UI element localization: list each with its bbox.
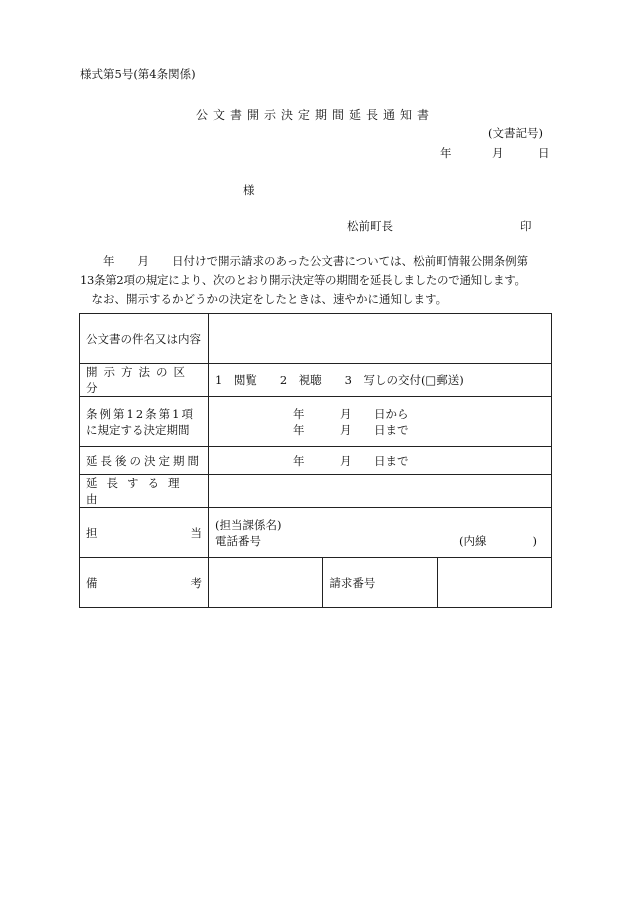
original-period-label-2: に規定する決定期間 (86, 422, 190, 437)
table-row (80, 314, 552, 364)
issue-date (440, 145, 550, 161)
request-number-value[interactable] (437, 558, 551, 608)
issue-year: 年 (440, 146, 452, 160)
form-label: 様式第5号(第4条関係) (80, 67, 196, 81)
extended-period-value (209, 447, 552, 475)
body-line-1: 年 月 日付けで開示請求のあった公文書については、松前町情報公開条例第 (80, 254, 529, 268)
remarks-label-text (86, 575, 202, 591)
extension-reason-value[interactable] (209, 475, 552, 508)
notice-table (79, 313, 552, 608)
contact-value (209, 508, 552, 558)
body-line-2: 13条第2項の規定により、次のとおり開示決定等の期間を延長しましたので通知します。 (80, 273, 526, 287)
contact-label (80, 508, 209, 558)
from-month: 月 (340, 406, 352, 421)
extended-period-date (215, 453, 545, 469)
recipient-honorific: 様 (243, 183, 255, 197)
extension-reason-label (80, 475, 209, 508)
disclosure-method-label-text: 開示方法の区分 (86, 365, 191, 395)
extension-reason-label-text: 延長する理由 (86, 476, 189, 506)
original-period-label-1: 条例第12条第1項 (86, 406, 195, 421)
table-row (80, 508, 552, 558)
contact-department: (担当課係名) (215, 517, 282, 532)
body-line-3: なお、開示するかどうかの決定をしたときは、速やかに通知します。 (80, 292, 448, 306)
original-period-label (80, 397, 209, 447)
remarks-value[interactable] (209, 558, 323, 608)
seal-mark: 印 (520, 219, 532, 233)
contact-label-text (86, 525, 202, 541)
document-code: (文書記号) (488, 126, 543, 140)
subject-value[interactable] (209, 314, 552, 364)
disclosure-method-label (80, 364, 209, 397)
from-year: 年 (293, 406, 305, 421)
remarks-label-left: 備 (86, 575, 98, 590)
phone-label: 電話番号 (215, 533, 261, 548)
issue-day: 日 (538, 146, 550, 160)
ext-day: 日まで (374, 453, 409, 468)
to-year: 年 (293, 422, 305, 437)
issue-month: 月 (492, 146, 504, 160)
disclosure-method-value: 1 閲覧 2 視聴 3 写しの交付(□郵送) (209, 364, 552, 397)
extended-period-label-text: 延長後の決定期間 (86, 453, 202, 468)
ext-month: 月 (340, 453, 352, 468)
from-day: 日から (374, 406, 409, 421)
issuer-name: 松前町長 (347, 219, 393, 233)
subject-label: 公文書の件名又は内容 (80, 314, 209, 364)
table-row (80, 364, 552, 397)
ext-year: 年 (293, 453, 305, 468)
contact-label-left: 担 (86, 525, 98, 540)
contact-phone-row (215, 533, 545, 549)
document-title: 公文書開示決定期間延長通知書 (195, 108, 434, 122)
request-number-label: 請求番号 (323, 558, 437, 608)
original-period-value (209, 397, 552, 447)
remarks-label (80, 558, 209, 608)
to-day: 日まで (374, 422, 409, 437)
table-row (80, 558, 552, 608)
extended-period-label (80, 447, 209, 475)
to-month: 月 (340, 422, 352, 437)
table-row (80, 475, 552, 508)
contact-label-right: 当 (190, 525, 202, 540)
original-period-from (215, 406, 545, 422)
table-row (80, 397, 552, 447)
original-period-to (215, 422, 545, 438)
remarks-label-right: 考 (190, 575, 202, 590)
extension-label: (内線 ) (459, 533, 537, 548)
table-row (80, 447, 552, 475)
notice-body (80, 252, 560, 309)
